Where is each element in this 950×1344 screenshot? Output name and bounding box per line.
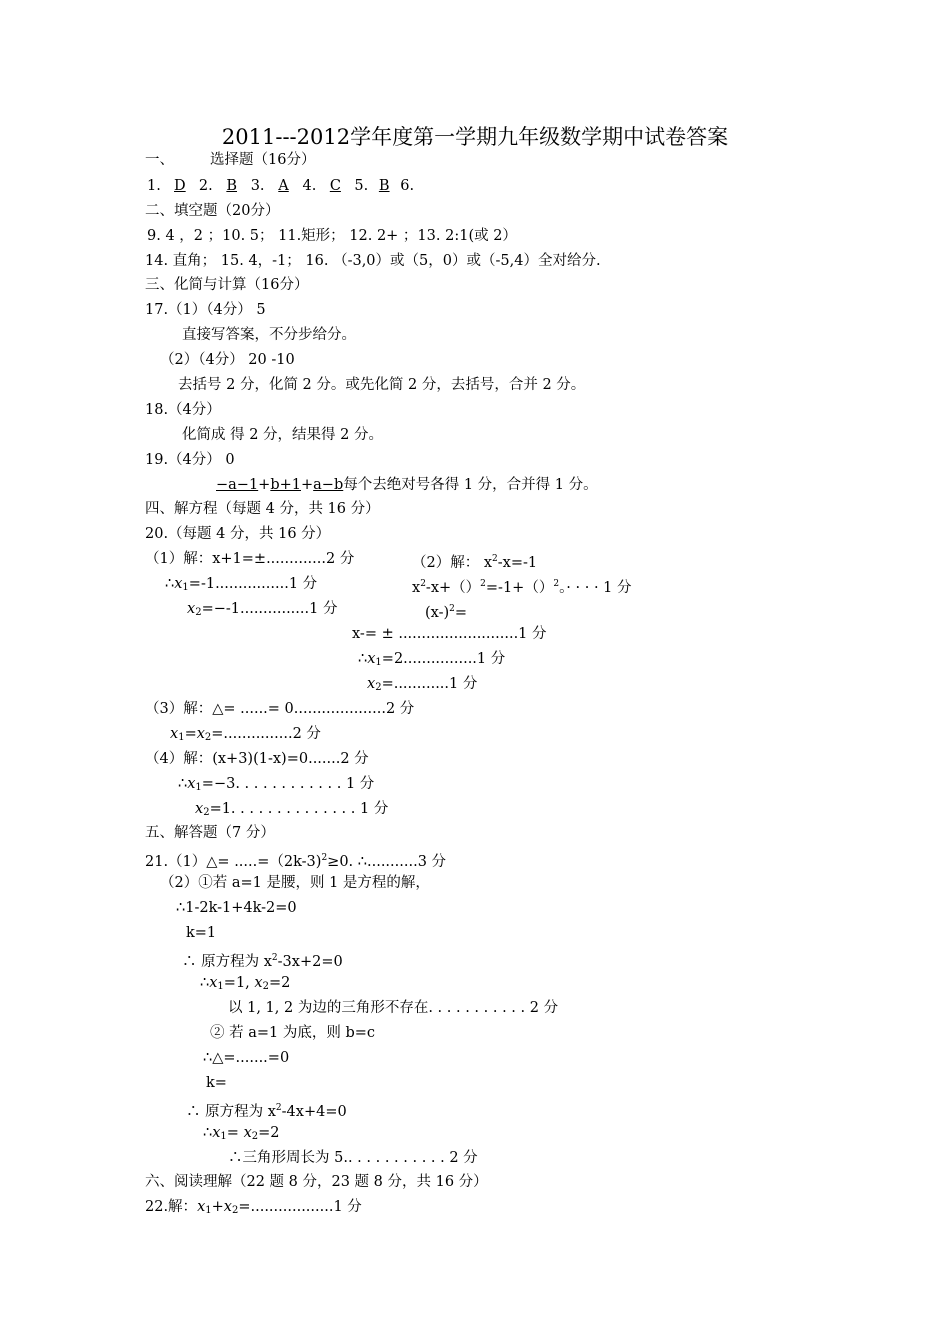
var-x: x	[223, 1199, 232, 1215]
subscript: 1	[220, 1131, 227, 1142]
q17-part1: 17.（1）（4分） 5	[145, 302, 266, 318]
superscript: 2	[492, 554, 498, 564]
q21-part1-score: ≥0. ∴...........3 分	[327, 854, 447, 870]
section-4-heading: 四、解方程（每题 4 分，共 16 分）	[145, 501, 380, 517]
superscript: 2	[449, 604, 455, 614]
var-x: x	[197, 1199, 206, 1215]
q20-1-step2	[165, 574, 317, 598]
q21-perimeter: ∴三角形周长为 5.. . . . . . . . . . . 2 分	[228, 1150, 478, 1166]
q21-discriminant: 21.（1）△= .....=（2k-3)	[145, 854, 322, 870]
q20-2-x2-value: =............1 分	[381, 676, 478, 692]
q20-2-prefix: （2）解： x	[412, 555, 493, 571]
mc-q3-answer: A	[278, 178, 289, 194]
subscript: 1	[375, 657, 382, 668]
mc-q3-number: 3.	[250, 178, 265, 194]
q19: 19.（4分） 0	[145, 452, 235, 468]
q19-abs-term-3: a−b	[313, 477, 344, 493]
q20-2-completing-square-right: =-1+（）	[485, 580, 554, 596]
q20-2-step1	[412, 549, 537, 573]
q21-roots-1	[200, 973, 290, 997]
superscript: 2	[553, 579, 560, 589]
mc-q5-number: 5.	[354, 178, 369, 194]
q17-part2-note: 去括号 2 分，化简 2 分。或先化简 2 分，去括号，合并 2 分。	[178, 377, 586, 393]
mc-q1-number: 1.	[147, 178, 161, 194]
var-x: x	[195, 801, 204, 817]
superscript: 2	[271, 953, 278, 963]
section-5-heading: 五、解答题（7 分）	[145, 825, 275, 841]
therefore-symbol: ∴	[203, 1125, 213, 1141]
q20-4-step2	[178, 774, 374, 798]
therefore-symbol: ∴	[358, 651, 368, 667]
equals-sign: =	[454, 605, 468, 621]
q21-part1	[145, 848, 446, 872]
q21-eq1-prefix: ∴ 原方程为 x	[182, 954, 272, 970]
subscript: 2	[231, 1205, 239, 1216]
var-x: x	[254, 975, 263, 991]
q22-score: =..................1 分	[238, 1199, 362, 1215]
q20-4-x2-value: =1. . . . . . . . . . . . . . 1 分	[209, 801, 389, 817]
q20-1-x2-value: =−-1...............1 分	[201, 601, 338, 617]
var-x: x	[367, 676, 376, 692]
superscript: 2	[480, 579, 486, 589]
section-1-heading	[145, 150, 315, 170]
var-x: x	[170, 726, 179, 742]
q21-eq1-rest: -3x+2=0	[277, 954, 343, 970]
subscript: 2	[195, 607, 202, 618]
subscript: 1	[205, 1205, 212, 1216]
q19-abs-term-2: b+1	[270, 477, 301, 493]
q21-step-equation: ∴1-2k-1+4k-2=0	[176, 900, 297, 916]
section-1-number: 一、	[145, 152, 174, 168]
q17-part2: （2）（4分） 20 -10	[160, 352, 295, 368]
q20-1-x1-value: =-1................1 分	[188, 576, 318, 592]
var-x: x	[209, 975, 218, 991]
var-x: x	[367, 651, 376, 667]
q21-part2-case2: ② 若 a=1 为底，则 b=c	[210, 1025, 376, 1041]
subscript: 2	[204, 732, 212, 743]
q20-2-x1-value: =2................1 分	[381, 651, 506, 667]
mc-q1-answer: D	[174, 178, 186, 194]
q17-part1-note: 直接写答案，不分步给分。	[182, 327, 356, 343]
q21-eq2-prefix: ∴ 原方程为 x	[186, 1104, 276, 1120]
var-x: x	[243, 1125, 252, 1141]
q20-1-step3	[187, 599, 337, 623]
q20-3-step2	[170, 724, 321, 748]
q21-eq2-rest: -4x+4=0	[281, 1104, 347, 1120]
q21-step-k: k=1	[186, 925, 217, 941]
subscript: 1	[178, 732, 185, 743]
q20-2-completing-square-left: -x+（）	[425, 580, 481, 596]
q21-roots-2	[203, 1123, 280, 1147]
therefore-symbol: ∴	[165, 576, 175, 592]
therefore-symbol: ∴	[200, 975, 210, 991]
subscript: 2	[251, 1131, 259, 1142]
subscript: 1	[195, 782, 202, 793]
section-2-heading: 二、填空题（20分）	[145, 203, 280, 219]
superscript: 2	[321, 853, 328, 863]
mc-q4-number: 4.	[302, 178, 317, 194]
q20-1-step1: （1）解：x+1=±.............2 分	[145, 551, 355, 567]
var-x: x	[412, 580, 421, 596]
fill-answers-line-1: 9. 4 ，2 ；10. 5； 11.矩形； 12. 2+ ；13. 2:1(或 2）	[147, 228, 517, 244]
q20-2-step4: x-= ± ..........................1 分	[352, 626, 547, 642]
q21-original-equation-1	[182, 948, 343, 972]
superscript: 2	[275, 1103, 282, 1113]
q20-2-step2	[412, 574, 632, 598]
plus-sign: +	[211, 1199, 224, 1215]
subscript: 1	[182, 582, 189, 593]
therefore-symbol: ∴	[178, 776, 188, 792]
mc-q6-number: 6.	[400, 178, 415, 194]
var-x: x	[187, 601, 196, 617]
q20-4-step1: （4）解：(x+3)(1-x)=0.......2 分	[145, 751, 369, 767]
section-3-heading: 三、化简与计算（16分）	[145, 277, 309, 293]
q19-note: −a−1+b+1+a−b每个去绝对号各得 1 分，合并得 1 分。	[210, 475, 598, 495]
var-x: x	[187, 776, 196, 792]
subscript: 2	[262, 981, 269, 992]
multiple-choice-answers	[147, 176, 414, 196]
section-1-title: 选择题（16分）	[210, 152, 316, 168]
q21-step-k2: k=	[206, 1075, 227, 1091]
q20-2-equation: -x=-1	[497, 555, 538, 571]
superscript: 2	[420, 579, 426, 589]
q20-2-step6	[367, 674, 477, 698]
subscript: 2	[375, 682, 382, 693]
page-title: 2011---2012学年度第一学期九年级数学期中试卷答案	[221, 125, 729, 149]
q18: 18.（4分）	[145, 402, 221, 418]
fill-answers-line-2: 14. 直角； 15. 4，-1； 16. （-3,0）或（5，0）或（-5,4）全对给分.	[145, 253, 601, 269]
q20-4-step3	[195, 799, 388, 823]
q18-note: 化简成 得 2 分，结果得 2 分。	[182, 427, 383, 443]
q20-2-step5	[358, 649, 505, 673]
subscript: 2	[203, 807, 210, 818]
q20-2-score: 。· · · · 1 分	[559, 580, 632, 596]
section-6-heading: 六、阅读理解（22 题 8 分，23 题 8 分，共 16 分）	[145, 1174, 488, 1190]
q20-4-x1-value: =−3. . . . . . . . . . . . 1 分	[201, 776, 375, 792]
q21-discriminant-zero: ∴△=.......=0	[203, 1050, 290, 1066]
mc-q4-answer: C	[329, 178, 341, 194]
q22-label: 22.解：	[145, 1199, 198, 1215]
mc-q2-number: 2.	[198, 178, 213, 194]
equals-sign: =	[184, 726, 197, 742]
q22-step1	[145, 1197, 362, 1221]
q20-header: 20.（每题 4 分，共 16 分）	[145, 526, 331, 542]
q21-root1: =1,	[223, 975, 255, 991]
var-x: x	[196, 726, 205, 742]
q20-2-step3	[425, 599, 467, 623]
equals-sign: =	[226, 1125, 244, 1141]
subscript: 1	[217, 981, 224, 992]
q19-note-text: 每个去绝对号各得 1 分，合并得 1 分。	[343, 477, 598, 493]
q20-3-value: =...............2 分	[211, 726, 321, 742]
q21-original-equation-2	[186, 1098, 347, 1122]
q21-triangle-not-exist: 以 1, 1, 2 为边的三角形不存在. . . . . . . . . . . 2 分	[228, 1000, 559, 1016]
q20-2-square-form: (x-)	[425, 605, 450, 621]
q19-abs-term-1: −a−1	[216, 477, 259, 493]
var-x: x	[212, 1125, 221, 1141]
var-x: x	[174, 576, 183, 592]
mc-q2-answer: B	[226, 178, 238, 194]
q20-3-step1: （3）解：△= ......= 0....................2 分	[145, 701, 415, 717]
q21-root2: =2	[268, 975, 291, 991]
q21-root-value: =2	[258, 1125, 280, 1141]
mc-q5-answer: B	[378, 178, 390, 194]
q21-part2-case1: （2）①若 a=1 是腰，则 1 是方程的解，	[160, 875, 430, 891]
